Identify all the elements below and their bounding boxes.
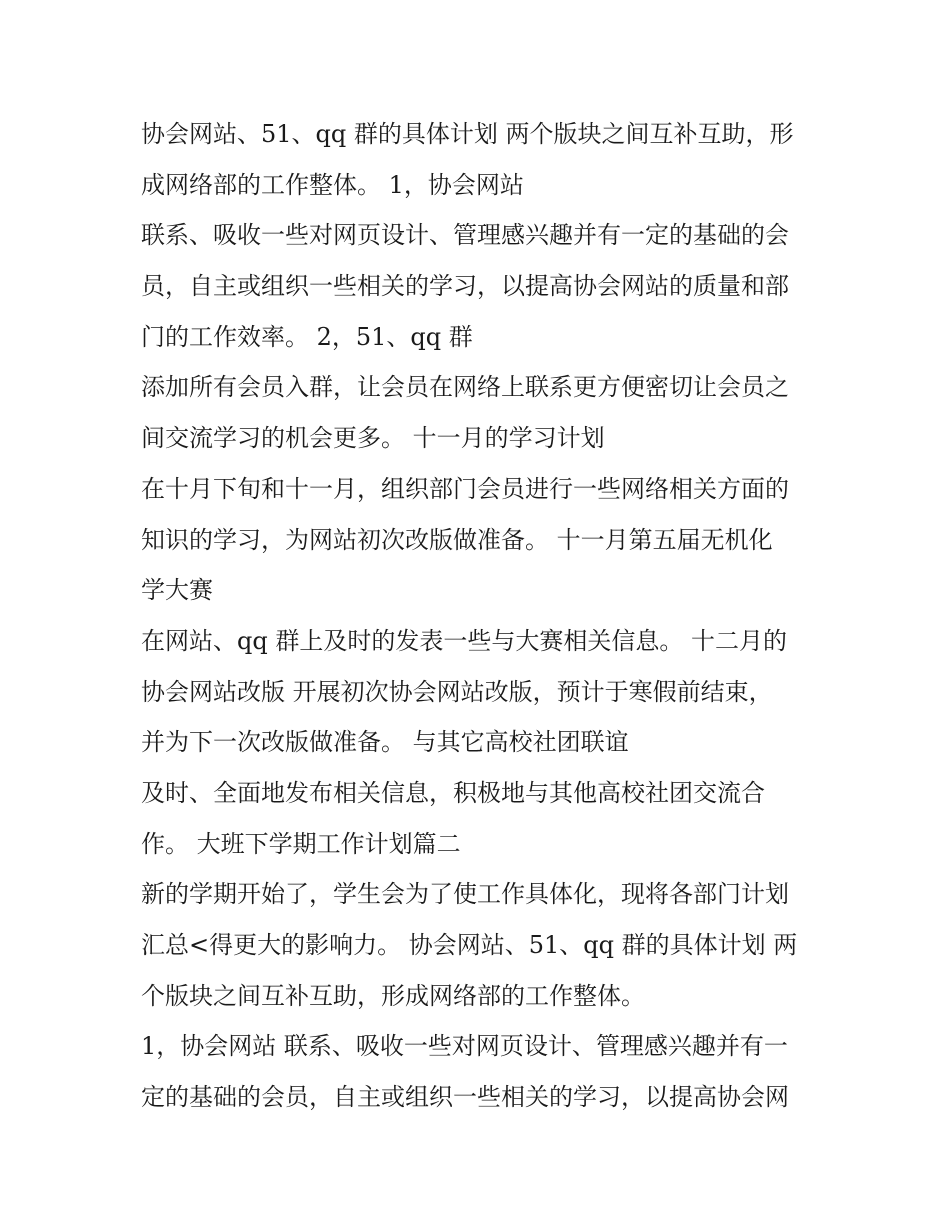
text-line: 在网站、qq 群上及时的发表一些与大赛相关信息。 十二月的 bbox=[141, 626, 787, 655]
text-line: 知识的学习，为网站初次改版做准备。 十一月第五届无机化 bbox=[141, 525, 773, 554]
text-line: 个版块之间互补互助，形成网络部的工作整体。 bbox=[141, 981, 645, 1010]
text-line: 联系、吸收一些对网页设计、管理感兴趣并有一定的基础的会 bbox=[141, 221, 789, 250]
text-line: 在十月下旬和十一月，组织部门会员进行一些网络相关方面的 bbox=[141, 474, 789, 503]
text-line: 协会网站、51、qq 群的具体计划 两个版块之间互补互助，形 bbox=[141, 120, 794, 148]
text-line: 员，自主或组织一些相关的学习，以提高协会网站的质量和部 bbox=[141, 272, 789, 301]
text-line: 定的基础的会员，自主或组织一些相关的学习，以提高协会网 bbox=[141, 1083, 789, 1112]
text-line: 间交流学习的机会更多。 十一月的学习计划 bbox=[141, 424, 605, 453]
text-line: 并为下一次改版做准备。 与其它高校社团联谊 bbox=[141, 728, 629, 757]
text-line: 成网络部的工作整体。 1，协会网站 bbox=[141, 170, 524, 199]
text-line: 汇总<得更大的影响力。 协会网站、51、qq 群的具体计划 两 bbox=[141, 931, 798, 959]
text-line: 新的学期开始了，学生会为了使工作具体化，现将各部门计划 bbox=[141, 880, 789, 909]
text-line: 学大赛 bbox=[141, 576, 213, 605]
text-line: 门的工作效率。 2，51、qq 群 bbox=[141, 322, 473, 351]
text-line: 及时、全面地发布相关信息，积极地与其他高校社团交流合 bbox=[141, 778, 765, 807]
body-text bbox=[141, 109, 821, 1123]
text-line: 作。 大班下学期工作计划篇二 bbox=[141, 829, 461, 858]
text-line: 1，协会网站 联系、吸收一些对网页设计、管理感兴趣并有一 bbox=[141, 1032, 788, 1061]
text-line: 协会网站改版 开展初次协会网站改版，预计于寒假前结束， bbox=[141, 677, 773, 706]
text-line: 添加所有会员入群，让会员在网络上联系更方便密切让会员之 bbox=[141, 373, 789, 402]
